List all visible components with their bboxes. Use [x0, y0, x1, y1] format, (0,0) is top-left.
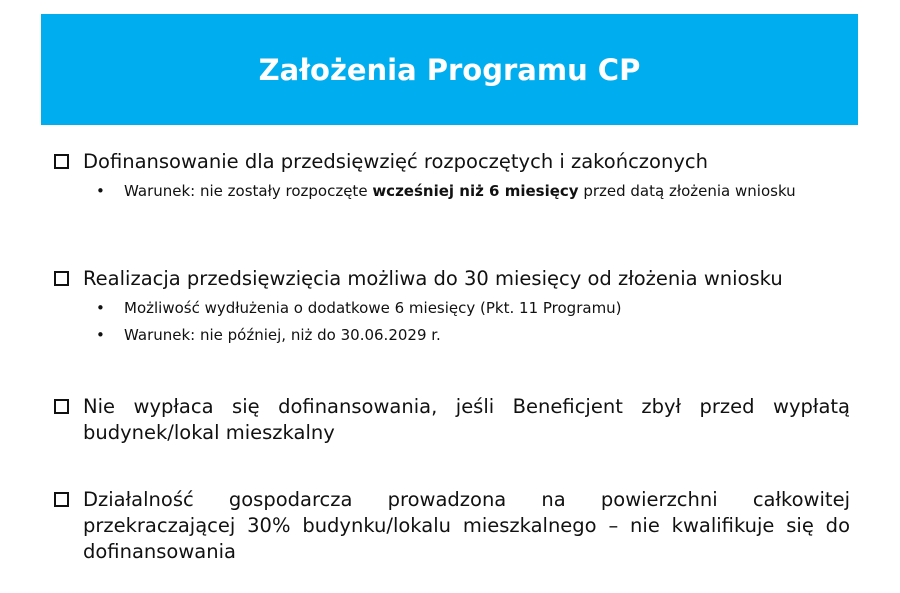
bullet-dot-icon: • [96, 182, 105, 200]
bullet-dot-icon: • [96, 326, 105, 344]
item-2-subitems [54, 298, 850, 345]
sub-item-text-bold: wcześniej niż 6 miesięcy [372, 182, 579, 200]
item-3-row [54, 394, 850, 446]
item-4-text: Działalność gospodarcza prowadzona na powierzchni całkowitej przekraczającej 30% budynku/lokalu mieszkalnego – nie kwalifikuje się do dofinansowania [83, 488, 850, 563]
title-banner [41, 14, 858, 125]
sub-item-text [124, 181, 850, 201]
sub-item-text-pre: Warunek: nie zostały rozpoczęte [124, 182, 373, 200]
sub-item [96, 325, 850, 345]
sub-item-text-post: przed datą złożenia wniosku [578, 182, 796, 200]
item-2-text: Realizacja przedsięwzięcia możliwa do 30 miesięcy od złożenia wniosku [83, 267, 783, 290]
sub-item [96, 181, 850, 201]
bullet-dot-icon: • [96, 299, 105, 317]
slide-title: Założenia Programu CP [258, 52, 641, 87]
item-1 [54, 149, 850, 208]
checkbox-bullet-icon [54, 492, 69, 507]
checkbox-bullet-icon [54, 271, 69, 286]
item-3-text: Nie wypłaca się dofinansowania, jeśli Beneficjent zbył przed wypłatą budynek/lokal mieszkalny [83, 395, 850, 444]
sub-item-text: Warunek: nie później, niż do 30.06.2029 r. [124, 326, 441, 344]
sub-item [96, 298, 850, 318]
item-2 [54, 266, 850, 352]
item-4-row [54, 487, 850, 565]
checkbox-bullet-icon [54, 154, 69, 169]
item-3 [54, 394, 850, 446]
item-1-row [54, 149, 850, 175]
item-2-row [54, 266, 850, 292]
item-1-text: Dofinansowanie dla przedsięwzięć rozpoczętych i zakończonych [83, 150, 708, 173]
checkbox-bullet-icon [54, 399, 69, 414]
item-4 [54, 487, 850, 565]
sub-item-text: Możliwość wydłużenia o dodatkowe 6 miesięcy (Pkt. 11 Programu) [124, 299, 622, 317]
item-1-subitems [54, 181, 850, 201]
